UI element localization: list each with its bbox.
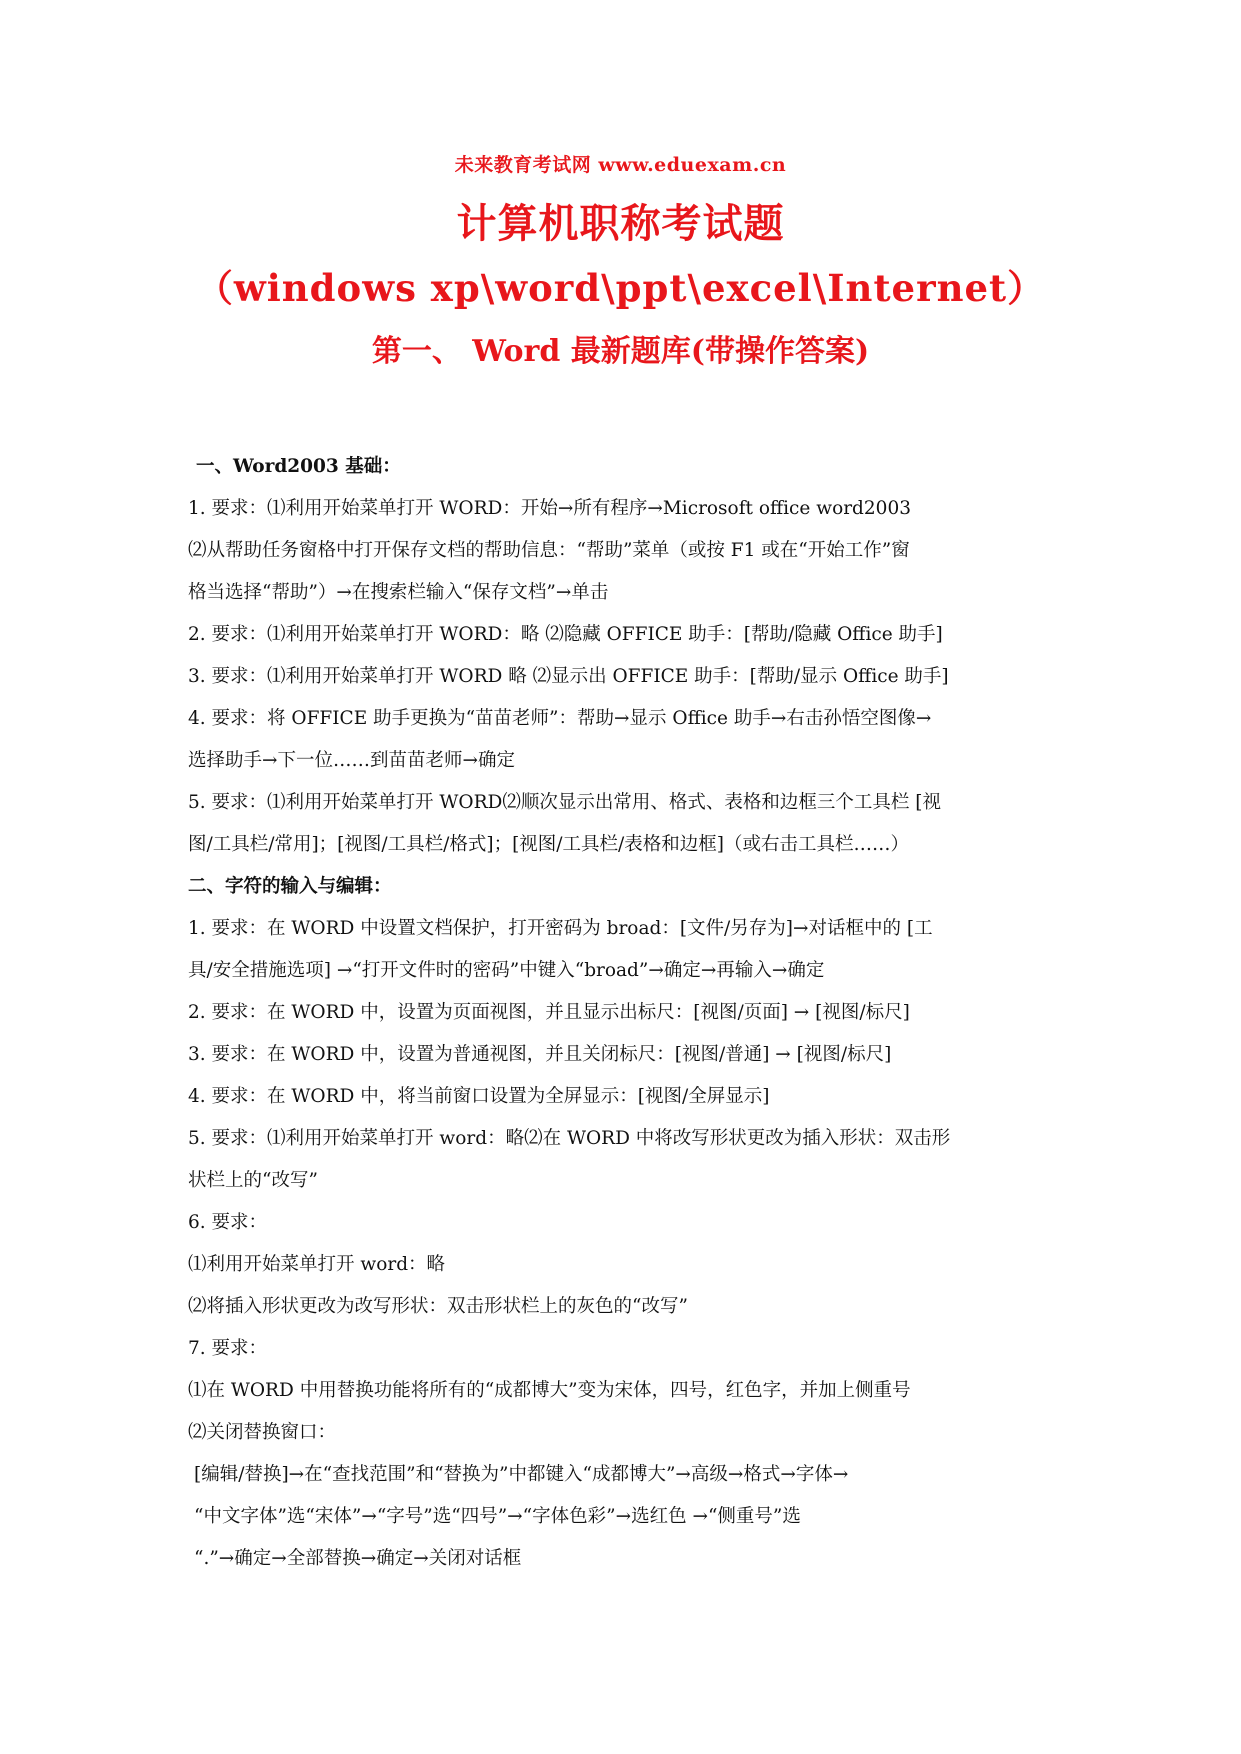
section-heading-basics: 一、Word2003 基础： [196, 456, 401, 477]
section-heading-editing: 二、字符的输入与编辑： [188, 876, 392, 897]
body-line: 格当选择“帮助”）→在搜索栏输入“保存文档”→单击 [188, 582, 609, 603]
body-line: 6. 要求： [188, 1212, 268, 1233]
body-line: ⑴利用开始菜单打开 word：略 [188, 1254, 446, 1275]
body-line: 5. 要求：⑴利用开始菜单打开 word：略⑵在 WORD 中将改写形状更改为插入形状：双击形 [188, 1128, 951, 1149]
body-line: 1. 要求：在 WORD 中设置文档保护，打开密码为 broad：[文件/另存为]→对话框中的 [工 [188, 918, 933, 939]
document-subtitle: （windows xp\word\ppt\excel\Internet） [195, 266, 1046, 310]
body-line: 3. 要求：在 WORD 中，设置为普通视图，并且关闭标尺：[视图/普通] → [视图/标尺] [188, 1044, 892, 1065]
body-line: 4. 要求：在 WORD 中，将当前窗口设置为全屏显示：[视图/全屏显示] [188, 1086, 770, 1107]
body-line: 3. 要求：⑴利用开始菜单打开 WORD 略 ⑵显示出 OFFICE 助手：[帮助/显示 Office 助手] [188, 666, 949, 687]
section-title: 第一、 Word 最新题库(带操作答案) [371, 334, 870, 369]
body-line: [编辑/替换]→在“查找范围”和“替换为”中都键入“成都博大”→高级→格式→字体→ [194, 1464, 849, 1485]
body-line: 状栏上的“改写” [188, 1170, 318, 1191]
body-line: ⑵将插入形状更改为改写形状：双击形状栏上的灰色的“改写” [188, 1296, 688, 1317]
document-body [188, 446, 1058, 1580]
body-line: 2. 要求：在 WORD 中，设置为页面视图，并且显示出标尺：[视图/页面] → [视图/标尺] [188, 1002, 910, 1023]
body-line: 1. 要求：⑴利用开始菜单打开 WORD：开始→所有程序→Microsoft office word2003 [188, 498, 911, 519]
body-line: 选择助手→下一位……到苗苗老师→确定 [188, 750, 516, 771]
document-title: 计算机职称考试题 [456, 200, 785, 247]
body-line: 图/工具栏/常用]；[视图/工具栏/格式]；[视图/工具栏/表格和边框]（或右击工具栏……） [188, 834, 909, 855]
body-line: ⑵从帮助任务窗格中打开保存文档的帮助信息：“帮助”菜单（或按 F1 或在“开始工作”窗 [188, 540, 910, 561]
body-line: 5. 要求：⑴利用开始菜单打开 WORD⑵顺次显示出常用、格式、表格和边框三个工具栏 [视 [188, 792, 941, 813]
body-line: 2. 要求：⑴利用开始菜单打开 WORD：略 ⑵隐藏 OFFICE 助手：[帮助/隐藏 Office 助手] [188, 624, 943, 645]
site-header: 未来教育考试网 www.eduexam.cn [454, 154, 787, 176]
body-line: ⑵关闭替换窗口： [188, 1422, 337, 1443]
body-line: “.”→确定→全部替换→确定→关闭对话框 [194, 1548, 522, 1569]
body-line: 7. 要求： [188, 1338, 268, 1359]
body-line: ⑴在 WORD 中用替换功能将所有的“成都博大”变为宋体，四号，红色字，并加上侧重号 [188, 1380, 911, 1401]
body-line: 具/安全措施选项] →“打开文件时的密码”中键入“broad”→确定→再输入→确定 [188, 960, 825, 981]
body-line: “中文字体”选“宋体”→“字号”选“四号”→“字体色彩”→选红色 →“侧重号”选 [194, 1506, 801, 1527]
body-line: 4. 要求：将 OFFICE 助手更换为“苗苗老师”：帮助→显示 Office 助手→右击孙悟空图像→ [188, 708, 932, 729]
